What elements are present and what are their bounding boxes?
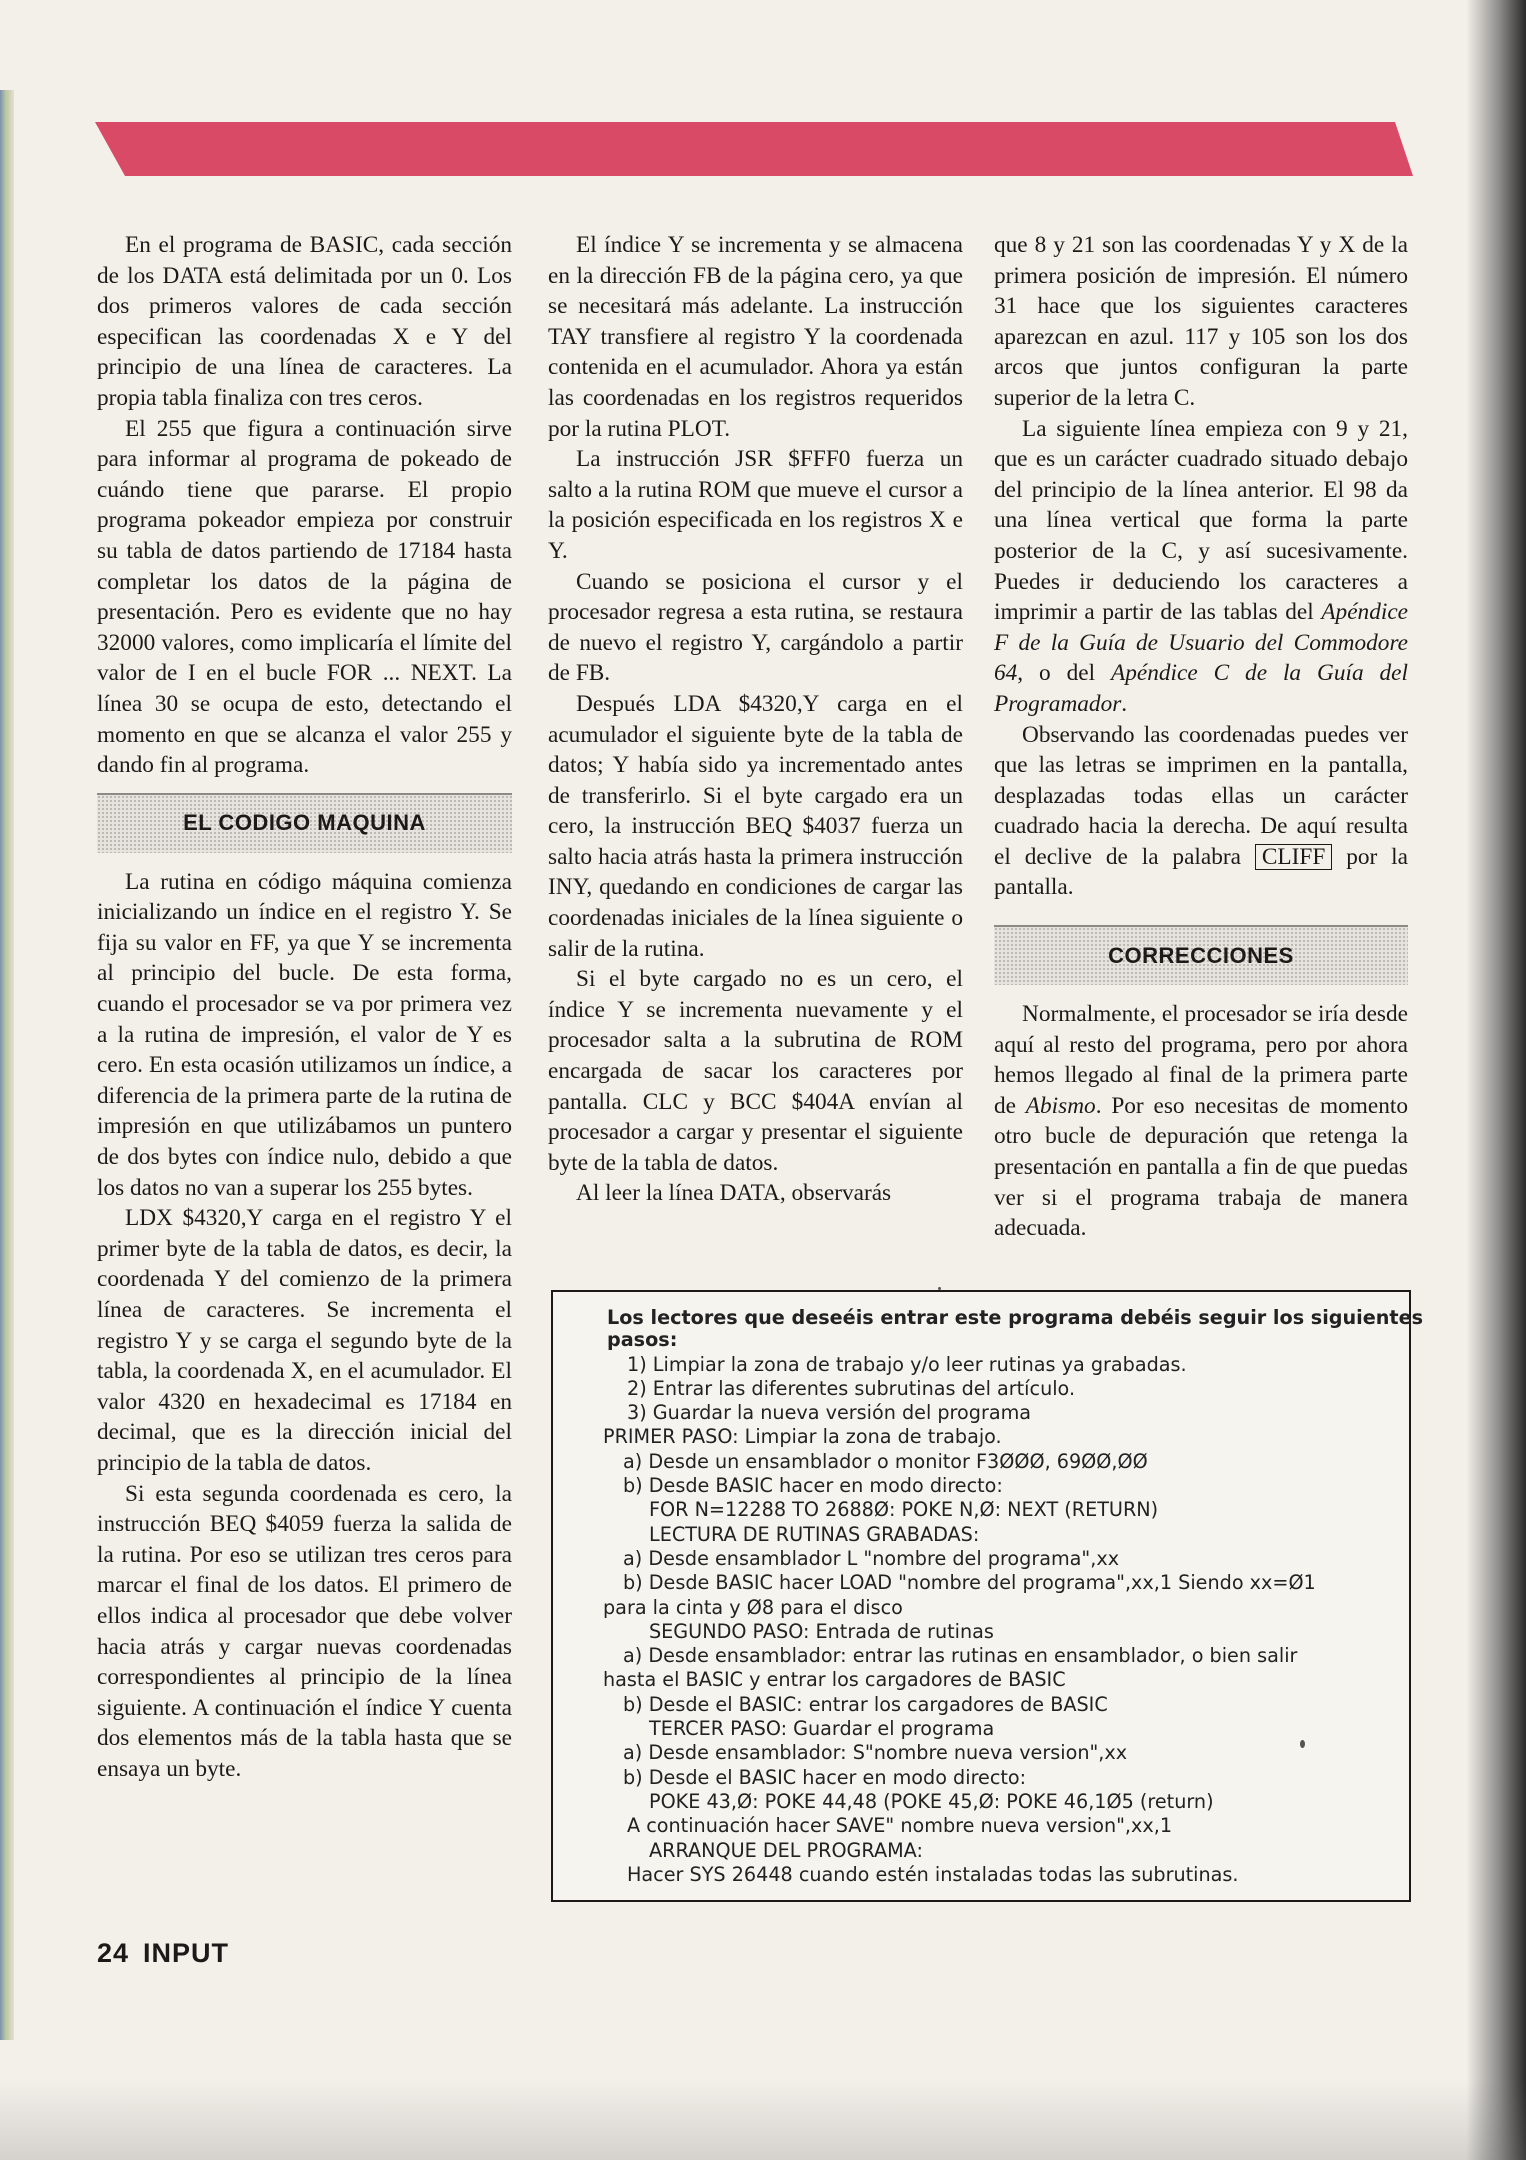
instruction-line: b) Desde BASIC hacer en modo directo:	[623, 1474, 1003, 1498]
paragraph: Después LDA $4320,Y carga en el acumulador el siguiente byte de la tabla de datos; Y había sido ya incrementado antes de transferirlo. Si el byte cargado era un cero, la instrucción BEQ $4037 fuerza un salto hacia atrás hasta la primera instrucción INY, quedando en condiciones de cargar las coordenadas iniciales de la línea siguiente o salir de la rutina.	[548, 690, 963, 962]
instruction-line: ARRANQUE DEL PROGRAMA:	[649, 1838, 923, 1862]
instruction-line: SEGUNDO PASO: Entrada de rutinas	[649, 1619, 994, 1643]
paragraph: En el programa de BASIC, cada sección de los DATA está delimitada por un 0. Los dos primeros valores de cada sección especifican las coordenadas X e Y del principio de una línea de caracteres. La propia tabla finaliza con tres ceros.	[97, 232, 512, 411]
cliff-word-box: CLIFF	[1255, 844, 1332, 870]
column-3	[994, 230, 1408, 1244]
section-heading-correcciones: CORRECCIONES	[994, 925, 1408, 985]
instruction-line: A continuación hacer SAVE" nombre nueva version",xx,1	[627, 1814, 1173, 1838]
scan-speck	[1300, 1740, 1305, 1748]
paragraph: La rutina en código máquina comienza inicializando un índice en el registro Y. Se fija su valor en FF, ya que Y se incrementa al principio del bucle. De esta forma, cuando el procesador se va por primera vez a la rutina de impresión, el valor de Y es cero. En esta ocasión utilizamos un índice, a diferencia de la primera parte de la rutina de impresión en que utilizábamos un puntero de dos bytes con índice nulo, debido a que los datos no van a superar los 255 bytes.	[97, 868, 512, 1201]
column-1	[97, 230, 512, 1785]
paragraph: La instrucción JSR $FFF0 fuerza un salto a la rutina ROM que mueve el cursor a la posición especificada en los registros X e Y.	[548, 446, 963, 564]
paragraph-text: La siguiente línea empieza con 9 y 21, que es un carácter cuadrado situado debajo del principio de la línea anterior. El 98 da una línea vertical que forma la parte posterior de la C, y así sucesivamente. Puedes ir deduciendo los caracteres a imprimir a partir de las tablas del	[994, 415, 1408, 626]
instruction-line: TERCER PASO: Guardar el programa	[649, 1717, 995, 1741]
paragraph: Si el byte cargado no es un cero, el índice Y se incrementa nuevamente y el procesador salta a la subrutina de ROM encargada de sacar los caracteres por pantalla. CLC y BCC $404A envían al procesador a cargar y presentar el siguiente byte de la tabla de datos.	[548, 966, 963, 1176]
instruction-line: para la cinta y Ø8 para el disco	[603, 1595, 903, 1619]
reference-user-guide: Apéndice F de la Guía de Usuario del Commodore 64	[994, 599, 1408, 687]
paragraph: que 8 y 21 son las coordenadas Y y X de la primera posición de impresión. El número 31 hace que los siguientes caracteres aparezcan en azul. 117 y 105 son los dos arcos que juntos configuran la parte superior de la letra C.	[994, 232, 1408, 411]
instruction-line: b) Desde el BASIC: entrar los cargadores de BASIC	[623, 1692, 1108, 1716]
header-banner	[95, 122, 1413, 176]
instructions-heading-cont: pasos:	[607, 1328, 678, 1352]
instruction-line: PRIMER PASO: Limpiar la zona de trabajo.	[603, 1425, 1002, 1449]
paragraph	[994, 999, 1408, 1244]
instruction-line: a) Desde ensamblador: entrar las rutinas en ensamblador, o bien salir	[623, 1644, 1298, 1668]
paragraph	[994, 720, 1408, 904]
instruction-line: FOR N=12288 TO 2688Ø: POKE N,Ø: NEXT (RETURN)	[649, 1498, 1159, 1522]
paragraph-text: . Por eso necesitas de momento otro bucle de depuración que retenga la presentación en pantalla a fin de que puedas ver si el programa trabaja de manera adecuada.	[994, 1092, 1408, 1242]
instruction-line: a) Desde ensamblador L "nombre del programa",xx	[623, 1546, 1120, 1570]
scan-bottom-shadow	[0, 2080, 1526, 2160]
instruction-line: 1) Limpiar la zona de trabajo y/o leer rutinas ya grabadas.	[627, 1352, 1187, 1376]
reference-end: .	[1121, 690, 1128, 717]
paragraph: El índice Y se incrementa y se almacena en la dirección FB de la página cero, ya que se necesitará más adelante. La instrucción TAY transfiere al registro Y la coordenada contenida en el acumulador. Ahora ya están las coordenadas en los registros requeridos por la rutina PLOT.	[548, 232, 963, 442]
section-heading-codigo-maquina: EL CODIGO MAQUINA	[97, 793, 512, 853]
instruction-line: b) Desde BASIC hacer LOAD "nombre del programa",xx,1 Siendo xx=Ø1	[623, 1571, 1316, 1595]
instruction-line: b) Desde el BASIC hacer en modo directo:	[623, 1765, 1027, 1789]
paragraph-text: Normalmente, el procesador se iría desde aquí al resto del programa, pero por ahora hemos llegado al final de la primera parte de	[994, 1001, 1408, 1119]
instruction-line: Hacer SYS 26448 cuando estén instaladas todas las subrutinas.	[627, 1862, 1239, 1886]
page-footer	[97, 1938, 243, 1969]
instructions-box	[551, 1290, 1424, 1902]
page-number: 24	[97, 1938, 130, 1968]
magazine-name: INPUT	[143, 1938, 230, 1968]
column-2	[548, 230, 963, 1209]
instruction-line: POKE 43,Ø: POKE 44,48 (POKE 45,Ø: POKE 46,1Ø5 (return)	[649, 1789, 1214, 1813]
paragraph	[994, 414, 1408, 720]
instructions-heading: Los lectores que deseéis entrar este programa debéis seguir los siguientes	[607, 1306, 1424, 1329]
paragraph: El 255 que figura a continuación sirve para informar al programa de pokeado de cuándo tiene que pararse. El propio programa pokeador empieza por construir su tabla de datos partiendo de 17184 hasta completar los datos de la página de presentación. Pero es evidente que no hay 32000 valores, como implicaría el límite del valor de I en el bucle FOR ... NEXT. La línea 30 se ocupa de esto, detectando el momento en que se alcanza el valor 255 y dando fin al programa.	[97, 415, 512, 779]
title-abismo: Abismo	[1025, 1092, 1096, 1119]
instruction-line: a) Desde ensamblador: S"nombre nueva version",xx	[623, 1741, 1128, 1765]
paragraph: Si esta segunda coordenada es cero, la instrucción BEQ $4059 fuerza la salida de la rutina. Por eso se utilizan tres ceros para marcar el final de los datos. El primero de ellos indica al procesador que debe volver hacia atrás y cargar nuevas coordenadas correspondientes al principio de la línea siguiente. A continuación el índice Y cuenta dos elementos más de la tabla hasta que se ensaya un byte.	[97, 1480, 512, 1782]
scan-speck	[938, 1287, 941, 1290]
paragraph: LDX $4320,Y carga en el registro Y el primer byte de la tabla de datos, es decir, la coordenada Y del comienzo de la primera línea de caracteres. Se incrementa el registro Y y se carga el segundo byte de la tabla, la coordenada X, en el acumulador. El valor 4320 en hexadecimal es 17184 en decimal, que es la dirección inicial del principio de la tabla de datos.	[97, 1205, 512, 1476]
paragraph-text: Observando las coordenadas puedes ver que las letras se imprimen en la pantalla, desplazadas todas ellas un carácter cuadrado hacia la derecha. De aquí resulta el declive de la palabra	[994, 721, 1408, 870]
paragraph-text: por la pantalla.	[994, 843, 1408, 901]
instruction-line: 3) Guardar la nueva versión del programa	[627, 1401, 1032, 1425]
instruction-line: LECTURA DE RUTINAS GRABADAS:	[649, 1522, 980, 1546]
paragraph: Cuando se posiciona el cursor y el procesador regresa a esta rutina, se restaura de nuevo el registro Y, cargándolo a partir de FB.	[548, 568, 963, 687]
paragraph: Al leer la línea DATA, observarás	[576, 1180, 892, 1207]
instruction-line: hasta el BASIC y entrar los cargadores de BASIC	[603, 1668, 1066, 1692]
page-edge-stripe	[0, 90, 14, 2040]
instruction-line: a) Desde un ensamblador o monitor F3ØØØ, 69ØØ,ØØ	[623, 1449, 1148, 1473]
reference-separator: , o del	[1017, 660, 1096, 687]
instruction-line: 2) Entrar las diferentes subrutinas del artículo.	[627, 1376, 1076, 1400]
reference-programmer-guide: Apéndice C de la Guía del Programador	[994, 660, 1408, 717]
